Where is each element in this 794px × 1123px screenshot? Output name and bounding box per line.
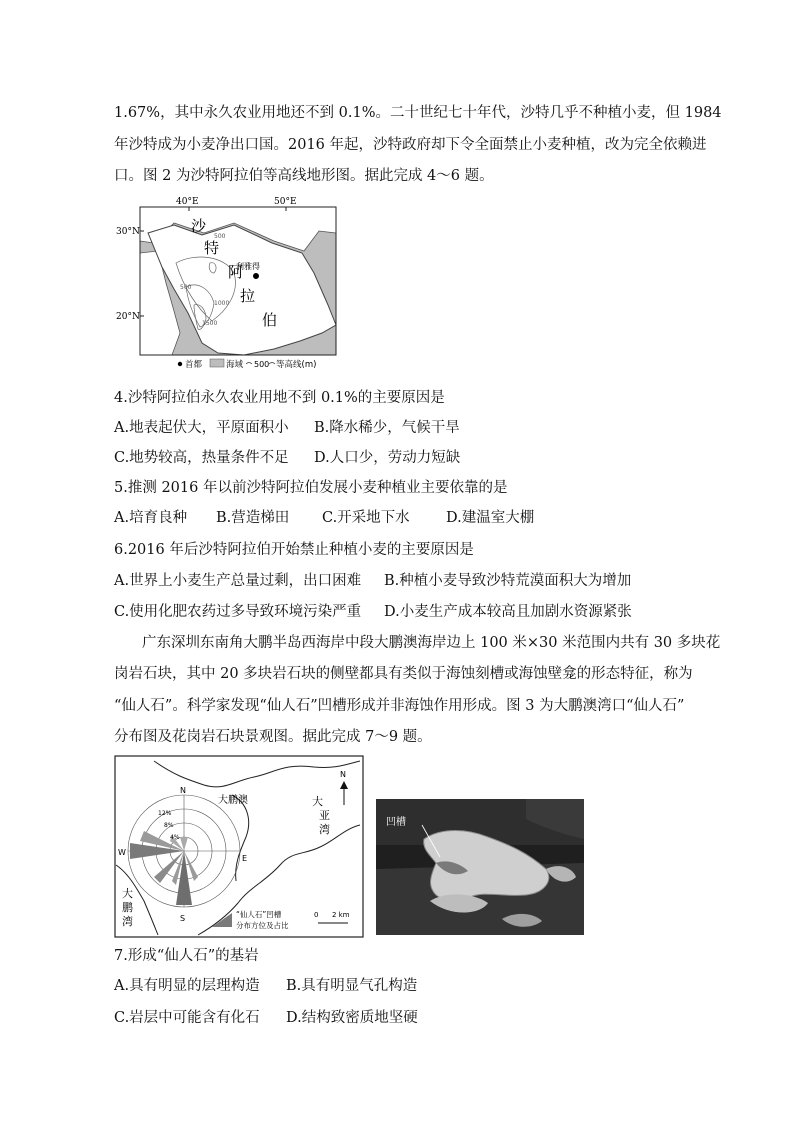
q6-option-c[interactable]: C.使用化肥农药过多导致环境污染严重 [114, 604, 362, 620]
contour-label-d: 1500 [202, 320, 218, 327]
place-dapeng-bay-1: 大 [122, 887, 133, 900]
photo-label-groove: 凹槽 [386, 817, 406, 828]
q6-option-d[interactable]: D.小麦生产成本较高且加剧水资源紧张 [384, 604, 632, 620]
para2-line-3: “仙人石”。科学家发现“仙人石”凹槽形成并非海蚀作用形成。图 3 为大鹏澳湾口“仙人石” [114, 698, 685, 714]
scale-km: 2 km [332, 911, 350, 919]
legend-capital-dot [178, 362, 182, 366]
q4-stem: 4.沙特阿拉伯永久农业用地不到 0.1%的主要原因是 [114, 390, 445, 406]
capital-dot [253, 273, 259, 279]
q5-option-d[interactable]: D.建温室大棚 [446, 510, 535, 526]
legend-groove-line1: “仙人石”凹槽 [236, 910, 282, 919]
q4-row-2 [114, 448, 460, 468]
lat-label-30n: 30°N [116, 227, 140, 237]
q5-option-c[interactable]: C.开采地下水 [322, 510, 410, 526]
para2-line-1: 广东深圳东南角大鹏半岛西海岸中段大鹏澳海岸边上 100 米×30 米范围内共有 30 多块花 [142, 635, 721, 651]
q6-stem: 6.2016 年后沙特阿拉伯开始禁止种植小麦的主要原因是 [114, 542, 474, 558]
q6-option-b[interactable]: B.种植小麦导致沙特荒漠面积大为增加 [384, 573, 632, 589]
q7-row-1 [114, 976, 417, 996]
intro-line-3: 口。图 2 为沙特阿拉伯等高线地形图。据此完成 4～6 题。 [114, 168, 494, 184]
q6-row-1 [114, 571, 631, 591]
lon-label-40e: 40°E [176, 197, 199, 207]
intro-line-1: 1.67%，其中永久农业用地还不到 0.1%。二十世纪七十年代，沙特几乎不种植小麦，但 1984 [114, 105, 722, 121]
dir-label-w: W [118, 848, 126, 857]
place-dapengao: 大鹏澳 [218, 795, 248, 806]
legend-contour-value: 500 [254, 360, 270, 369]
q7-stem: 7.形成“仙人石”的基岩 [114, 948, 259, 964]
q5-option-a[interactable]: A.培育良种 [114, 510, 188, 526]
q6-option-a[interactable]: A.世界上小麦生产总量过剩，出口困难 [114, 573, 362, 589]
q5-stem: 5.推测 2016 年以前沙特阿拉伯发展小麦种植业主要依靠的是 [114, 480, 508, 496]
q7-option-b[interactable]: B.具有明显气孔构造 [286, 978, 418, 994]
contour-label-c: 1000 [214, 300, 230, 307]
north-label: N [340, 770, 346, 779]
q4-option-b[interactable]: B.降水稀少，气候干旱 [314, 420, 460, 436]
q4-option-a[interactable]: A.地表起伏大，平原面积小 [114, 420, 289, 436]
dir-label-e: E [242, 854, 248, 863]
q7-option-d[interactable]: D.结构致密质地坚硬 [286, 1010, 418, 1026]
intro-line-2: 年沙特成为小麦净出口国。2016 年起，沙特政府却下令全面禁止小麦种植，改为完全依赖进 [114, 137, 707, 153]
dapeng-bay-map [114, 755, 364, 940]
country-char-3: 阿 [228, 263, 244, 281]
legend-contour-line-left [246, 363, 252, 365]
contour-label-b: 500 [180, 284, 192, 291]
q4-row-1 [114, 418, 460, 438]
q5-option-b[interactable]: B.营造梯田 [216, 510, 290, 526]
place-dapeng-bay-2: 鹏 [122, 901, 133, 914]
contour-label-a: 500 [214, 233, 226, 240]
q7-option-a[interactable]: A.具有明显的层理构造 [114, 978, 260, 994]
para2-line-4: 分布图及花岗岩石块景观图。据此完成 7～9 题。 [114, 729, 432, 745]
lat-label-20n: 20°N [116, 312, 140, 322]
q4-option-d[interactable]: D.人口少，劳动力短缺 [314, 450, 461, 466]
place-daya-2: 亚 [319, 809, 330, 822]
country-char-5: 伯 [262, 311, 278, 329]
country-char-2: 特 [204, 239, 220, 257]
q6-row-2 [114, 602, 632, 622]
q7-row-2 [114, 1008, 418, 1028]
scale-zero: 0 [314, 911, 319, 919]
dir-label-n: N [180, 786, 186, 795]
lon-label-50e: 50°E [274, 197, 297, 207]
para2-line-2: 岗岩石块，其中 20 多块岩石块的侧壁都具有类似于海蚀刻槽或海蚀壁龛的形态特征，称为 [114, 666, 693, 682]
country-char-4: 拉 [240, 287, 256, 305]
country-char-1: 沙 [191, 217, 207, 235]
place-daya-1: 大 [312, 795, 323, 808]
legend-contour-line-right [269, 363, 275, 365]
saudi-contour-map [114, 193, 344, 375]
legend-capital-label: 首都 [185, 360, 203, 370]
ring-label-8: 8% [164, 822, 174, 829]
dir-label-s: S [180, 914, 186, 923]
place-daya-3: 湾 [319, 823, 330, 836]
legend-contour-label: 等高线(m) [276, 360, 317, 370]
legend-sea-label: 海域 [226, 360, 244, 370]
q7-option-c[interactable]: C.岩层中可能含有化石 [114, 1010, 260, 1026]
place-dapeng-bay-3: 湾 [122, 915, 133, 928]
capital-label: 利雅得 [236, 262, 260, 271]
q4-option-c[interactable]: C.地势较高，热量条件不足 [114, 450, 289, 466]
ring-label-12: 12% [158, 810, 172, 817]
legend-groove-line2: 分布方位及占比 [236, 921, 289, 930]
ring-label-4: 4% [170, 834, 180, 841]
q5-row-1 [114, 508, 534, 528]
granite-boulder-photo [376, 799, 584, 935]
legend-sea-swatch [210, 359, 224, 367]
